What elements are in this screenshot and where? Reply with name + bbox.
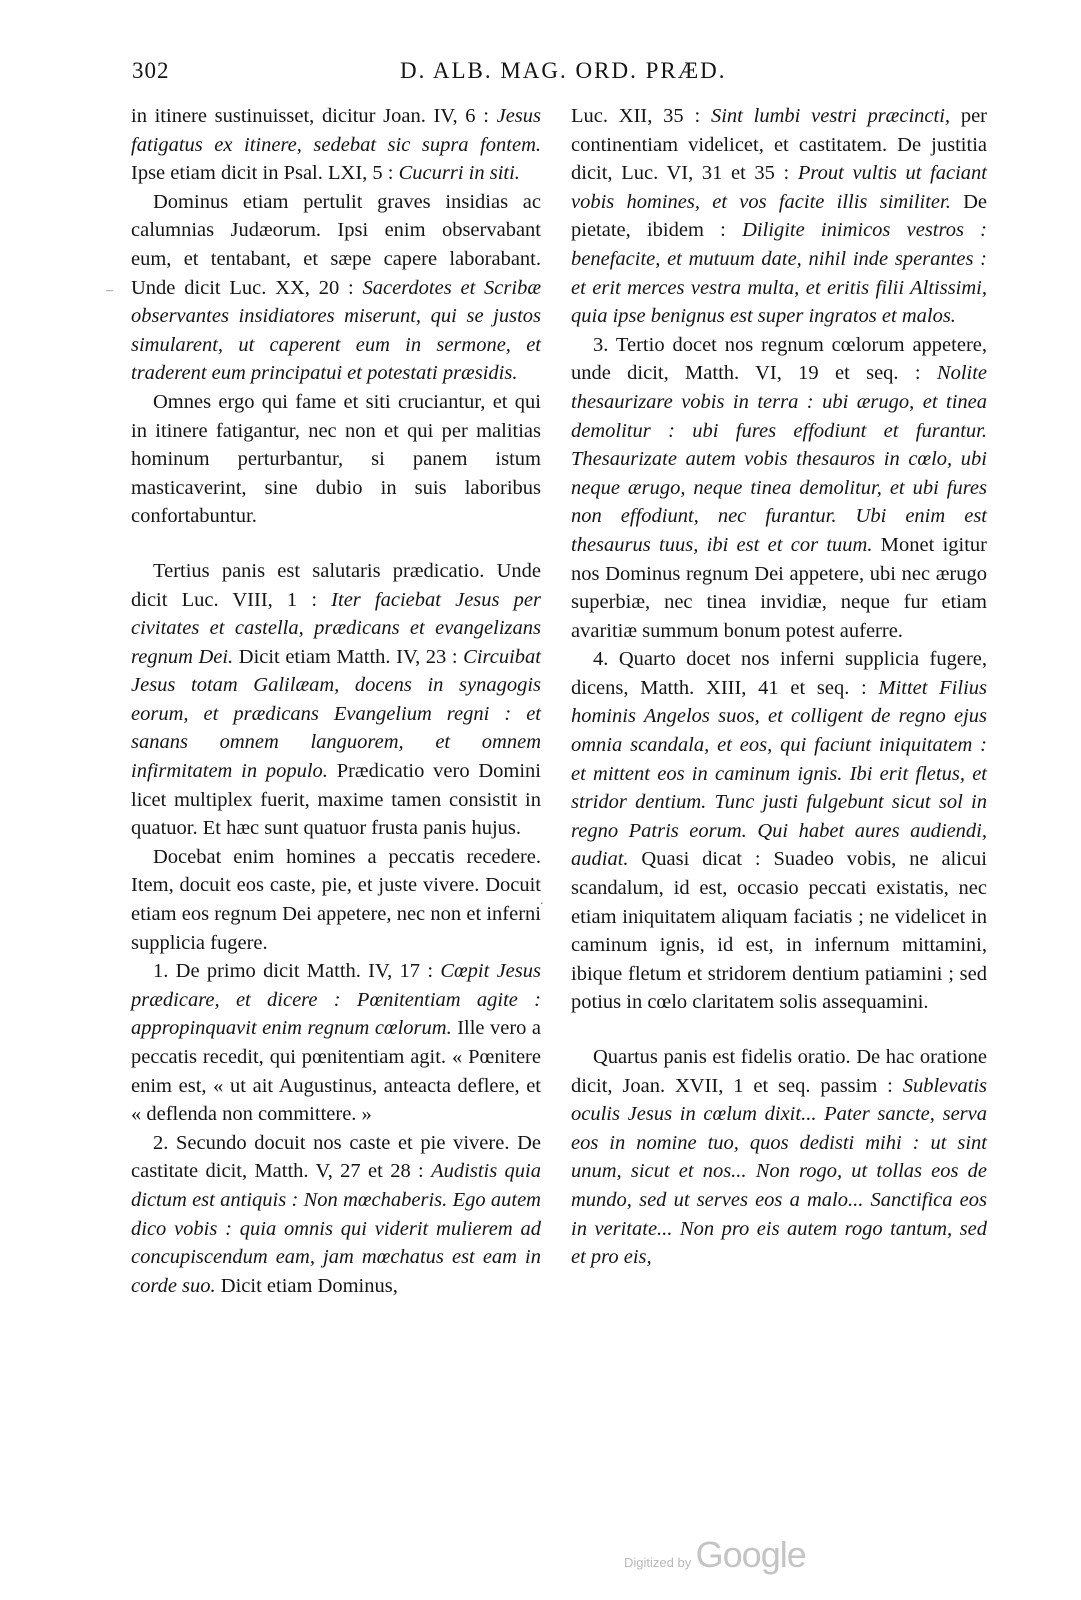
italic-quotation: Cucurri in siti. [398,162,520,185]
paragraph [131,188,541,388]
italic-quotation: Prout vultis ut faciant vobis homines, et vos facite illis similiter. [571,162,988,213]
text-span: 1. De primo dicit Matth. IV, 17 : [153,960,441,983]
text-span: De pietate, ibidem : [571,190,987,242]
page-number: 302 [132,58,170,83]
margin-mark: . [540,893,544,908]
paragraph [571,331,987,646]
text-span: Dicit etiam Dominus, [215,1274,398,1297]
paragraph [131,388,541,531]
italic-quotation: Circuibat Jesus totam Galilæam, docens in synagogis eorum, et prædicans Evangelium regni : et sanans omnem languorem, et omnem infirmitatem in populo. [131,645,541,783]
paragraph [571,1043,987,1272]
text-span: Quasi dicat : Suadeo vobis, ne alicui scandalum, id est, occasio peccati existatis, nec etiam iniquitatem aliquam faciatis ; ne videlicet in caminum ignis, id est, in infernum mittamini, ibique fletum et stridorem dentium patiamini ; sed potius in cœlo claritatem solis assequamini. [571,848,987,1014]
text-span: Tertius panis est salutaris prædicatio. Unde dicit Luc. VIII, 1 : [131,559,541,611]
text-span: 2. Secundo docuit nos caste et pie vivere. De castitate dicit, Matth. V, 27 et 28 : [131,1131,541,1183]
text-span: per continentiam videlicet, et castitatem. De justitia dicit, Luc. VI, 31 et 35 : [571,105,987,185]
running-title: D. ALB. MAG. ORD. PRÆD. [400,58,727,83]
text-span: 4. Quarto docet nos inferni supplicia fugere, dicens, Matth. XIII, 41 et seq. : [571,648,987,699]
paragraph [131,557,541,843]
italic-quotation: Sublevatis oculis Jesus in cœlum dixit... Pater sancte, serva eos in nomine tuo, quos dedisti mihi : ut sint unum, sicut et nos... Non rogo, ut tollas eos de mundo, sed ut serves eos a malo... Sanctifica eos in veritate... Non pro eis autem rogo tantum, sed et pro eis, [571,1074,987,1269]
text-span: Quartus panis est fidelis oratio. De hac oratione dicit, Joan. XVII, 1 et seq. passim : [571,1046,987,1097]
text-span: in itinere sustinuisset, dicitur Joan. IV, 6 : [131,105,497,127]
text-span: Ipse etiam dicit in Psal. LXI, 5 : [131,162,399,185]
paragraph [131,1129,541,1301]
text-span: Omnes ergo qui fame et siti cruciantur, et qui in itinere fatigantur, nec non et qui per malitias hominum perturbantur, si panem istum masticaverint, sine dubio in suis laboribus confortabuntur. [131,390,541,528]
left-text-column [131,102,541,1300]
text-span: Docebat enim homines a peccatis recedere. Item, docuit eos caste, pie, et juste vivere. Docuit etiam eos regnum Dei appetere, nec non et inferni supplicia fugere. [131,845,541,954]
text-span: Monet igitur nos Dominus regnum Dei appetere, ubi nec ærugo superbiæ, nec tinea invidiæ, neque fur etiam avaritiæ summum bonum potest auferre. [571,533,987,642]
right-text-column [571,102,987,1272]
text-span: 3. Tertio docet nos regnum cœlorum appetere, unde dicit, Matth. VI, 19 et seq. : [571,333,987,385]
watermark-prefix: Digitized by [624,1555,692,1570]
paragraph [131,957,541,1129]
italic-quotation: Sint lumbi vestri præcincti, [710,105,951,127]
digitization-watermark [624,1534,806,1576]
google-logo: Google [695,1534,806,1575]
paragraph [571,102,987,331]
paragraph [131,102,541,188]
text-span: Luc. XII, 35 : [571,105,711,127]
margin-mark: – [106,283,113,298]
paragraph [571,645,987,1017]
text-span: Ille vero a peccatis recedit, qui pœnitentiam agit. « Pœnitere enim est, « ut ait Augustinus, anteacta deflere, et « deflenda non committere. » [131,1017,541,1126]
text-span: Dominus etiam pertulit graves insidias ac calumnias Judæorum. Ipsi enim observabant eum, et tentabant, et sæpe capere laborabant. Unde dicit Luc. XX, 20 : [131,190,541,299]
italic-quotation: Mittet Filius hominis Angelos suos, et colligent de regno ejus omnia scandala, et eos, qui faciunt iniquitatem : et mittent eos in caminum ignis. Ibi erit fletus, et stridor dentium. Tunc justi fulgebunt sicut sol in regno Patris eorum. Qui habet aures audiendi, audiat. [571,676,987,871]
text-span: Dicit etiam Matth. IV, 23 : [233,645,464,668]
italic-quotation: Sacerdotes et Scribæ observantes insidiatores miserunt, qui se justos simularent, ut caperent eum in sermone, et traderent eum principatui et potestati præsidis. [131,276,542,385]
italic-quotation: Cœpit Jesus prædicare, et dicere : Pœnitentiam agite : appropinquavit enim regnum cœlorum. [131,960,541,1040]
italic-quotation: Diligite inimicos vestros : benefacite, et mutuum date, nihil inde sperantes : et erit merces vestra multa, et eritis filii Altissimi, quia ipse benignus est super ingratos et malos. [571,219,987,328]
text-span: Prædicatio vero Domini licet multiplex fuerit, maxime tamen consistit in quatuor. Et hæc sunt quatuor frusta panis hujus. [131,760,541,840]
italic-quotation: Iter faciebat Jesus per civitates et castella, prædicans et evangelizans regnum Dei. [131,588,541,668]
italic-quotation: Jesus fatigatus ex itinere, sedebat sic supra fontem. [131,105,541,156]
italic-quotation: Audistis quia dictum est antiquis : Non mœchaberis. Ego autem dico vobis : quia omnis qui viderit mulierem ad concupiscendum eam, jam mœchatus est eam in corde suo. [131,1160,541,1297]
paragraph [131,843,541,957]
italic-quotation: Nolite thesaurizare vobis in terra : ubi ærugo, et tinea demolitur : ubi fures effodiunt et furantur. Thesaurizate autem vobis thesauros in cœlo, ubi neque ærugo, neque tinea demolitur, et ubi fures non effodiunt, nec furantur. Ubi enim est thesaurus tuus, ibi est et cor tuum. [571,362,987,556]
